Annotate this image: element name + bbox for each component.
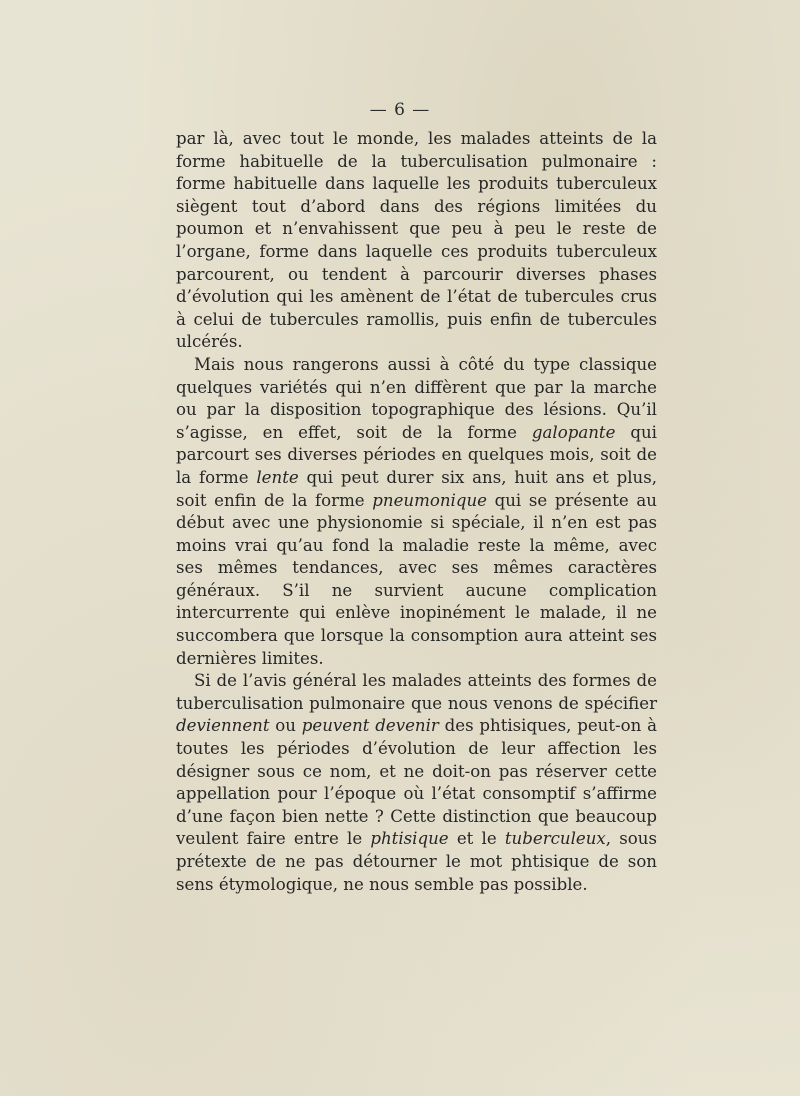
- italic-term-phtisique: phtisique: [370, 829, 449, 849]
- paragraph-3-text-3: des phtisiques, peut-on à toutes les périodes d’évolution de leur affection les désigner sous ce nom, et ne doit-on pas réserver cette appellation pour l’époque où l’état consomptif s’affirme d’une façon bien nette ? Cette distinction que beaucoup veulent faire entre le: [176, 716, 657, 849]
- paragraph-1-text: par là, avec tout le monde, les malades atteints de la forme habituelle de la tuberculisation pulmonaire : forme habituelle dans laquelle les produits tuberculeux siègent tout d’abord dans des régions limitées du poumon et n’envahissent que peu à peu le reste de l’organe, forme dans laquelle ces produits tuberculeux parcourent, ou tendent à parcourir diverses phases d’évolution qui les amènent de l’état de tubercules crus à celui de tubercules ramollis, puis enfin de tubercules ulcérés.: [176, 129, 657, 352]
- italic-term-peuvent-devenir: peuvent devenir: [301, 716, 439, 736]
- body-text: [176, 128, 657, 896]
- paragraph-3-text-2: ou: [269, 716, 302, 736]
- paragraph-2-text-4: qui se présente au début avec une physionomie si spéciale, il n’en est pas moins vrai qu’au fond la maladie reste la même, avec ses mêmes tendances, avec ses mêmes caractères généraux. S’il ne survient aucune complication intercurrente qui enlève inopinément le malade, il ne succombera que lorsque la consomption aura atteint ses dernières limites.: [176, 490, 657, 668]
- paragraph-1: [176, 128, 657, 354]
- paragraph-3-text-5: , sous prétexte de ne pas détourner le mot phtisique de son sens étymologique, ne nous semble pas possible.: [176, 829, 657, 894]
- paragraph-3-text-1: Si de l’avis général les malades atteints des formes de tuberculisation pulmonaire que nous venons de spécifier: [176, 671, 657, 713]
- paragraph-3-text-4: et le: [448, 829, 505, 849]
- italic-term-lente: lente: [256, 467, 299, 487]
- italic-term-pneumonique: pneumonique: [372, 490, 487, 510]
- italic-term-tuberculeux: tuberculeux: [504, 829, 606, 849]
- paragraph-2-text-1: Mais nous rangerons aussi à côté du type classique quelques variétés qui n’en diffèrent que par la marche ou par la disposition topographique des lésions. Qu’il s’agisse, en effet, soit de la forme: [176, 354, 657, 442]
- italic-term-deviennent: deviennent: [176, 716, 270, 736]
- italic-term-galopante: galopante: [531, 422, 616, 442]
- paragraph-2-text-3: qui peut durer six ans, huit ans et plus, soit enfin de la forme: [176, 467, 657, 510]
- paragraph-3: [176, 670, 657, 896]
- paragraph-2-text-2: qui parcourt ses diverses périodes en quelques mois, soit de la forme: [176, 422, 657, 487]
- paragraph-2: [176, 354, 657, 670]
- page-number: — 6 —: [369, 100, 431, 120]
